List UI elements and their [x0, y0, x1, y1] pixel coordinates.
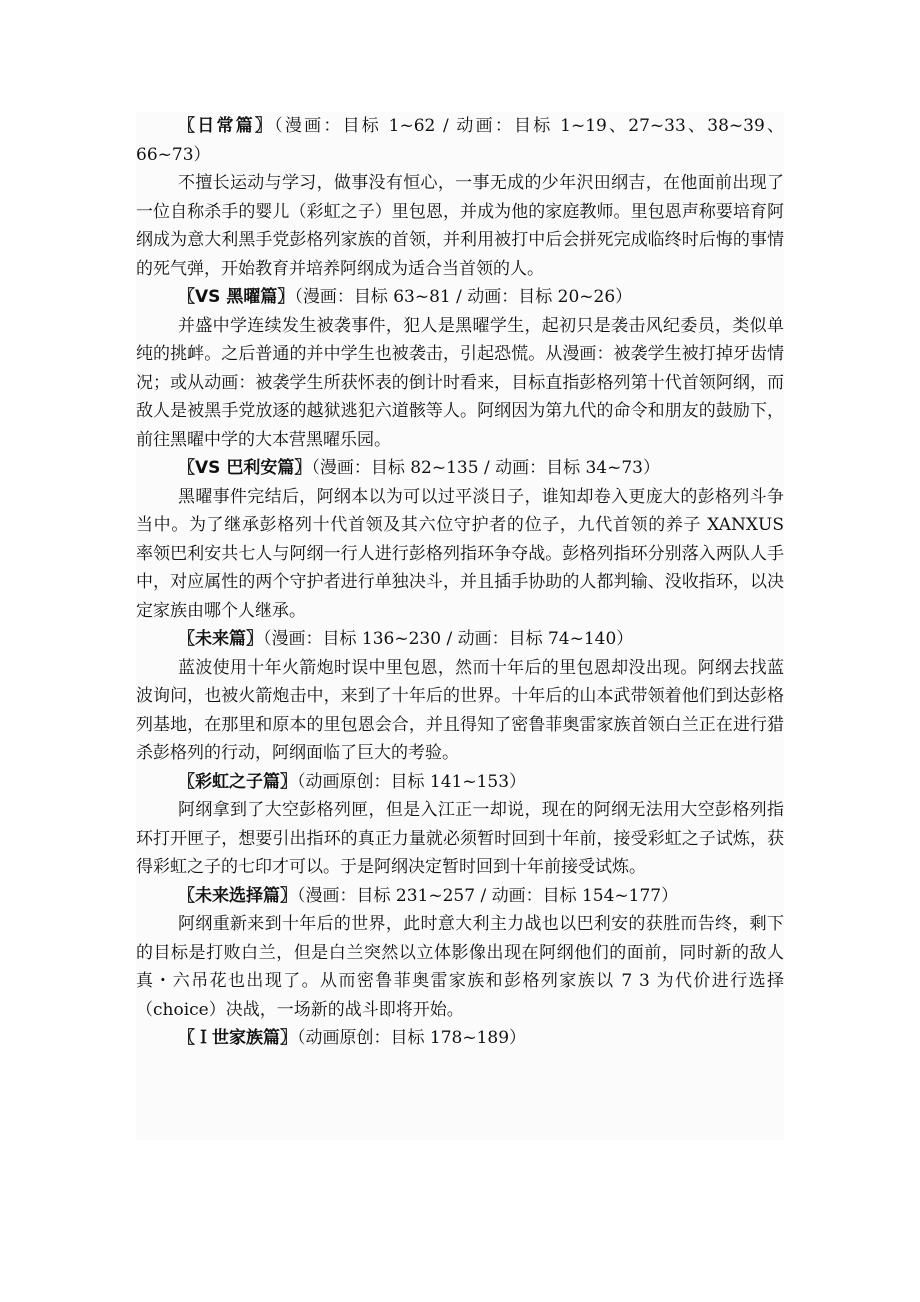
- section-heading: [136, 625, 784, 654]
- section-body: 阿纲重新来到十年后的世界，此时意大利主力战也以巴利安的获胜而告终，剩下的目标是打败白兰，但是白兰突然以立体影像出现在阿纲他们的面前，同时新的敌人真・六吊花也出现了。从而密鲁菲奥雷家族和彭格列家族以 7 3 为代价进行选择（choice）决战，一场新的战斗即将开始。: [136, 914, 784, 1020]
- section-range: （漫画：目标 63~81 / 动画：目标 20~26）: [294, 287, 633, 307]
- section-body: 不擅长运动与学习，做事没有恒心，一事无成的少年沢田纲吉，在他面前出现了一位自称杀手的婴儿（彩虹之子）里包恩，并成为他的家庭教师。里包恩声称要培育阿纲成为意大利黑手党彭格列家族的首领，并利用被打中后会拼死完成临终时后悔的事情的死气弹，开始教育并培养阿纲成为适合当首领的人。: [136, 173, 784, 279]
- section-title: 〖VS 黑曜篇〗: [178, 287, 295, 307]
- section-range: （漫画：目标 231~257 / 动画：目标 154~177）: [297, 885, 679, 906]
- section-title: 〖VS 巴利安篇〗: [178, 458, 312, 478]
- section-title: 〖日常篇〗: [178, 116, 275, 136]
- section-body: 蓝波使用十年火箭炮时误中里包恩，然而十年后的里包恩却没出现。阿纲去找蓝波询问，也被火箭炮击中，来到了十年后的世界。十年后的山本武带领着他们到达彭格列基地，在那里和原本的里包恩会合，并且得知了密鲁菲奥雷家族首领白兰正在进行猎杀彭格列的行动，阿纲面临了巨大的考验。: [136, 657, 784, 763]
- section-choice: [136, 882, 784, 1025]
- section-body: 黑曜事件完结后，阿纲本以为可以过平淡日子，谁知却卷入更庞大的彭格列斗争当中。为了继承彭格列十代首领及其六位守护者的位子，九代首领的养子 XANXUS 率领巴利安共七人与阿纲一行人进行彭格列指环争夺战。彭格列指环分别落入两队人手中，对应属性的两个守护者进行单独决斗，并且插手协助的人都判输、没收指环，以决定家族由哪个人继承。: [136, 486, 784, 621]
- section-heading: [136, 768, 784, 797]
- section-kokuyo: [136, 283, 784, 454]
- section-future: [136, 625, 784, 768]
- section-range: （漫画：目标 1~62 / 动画：目标 1~19、27~33、38~39、66~73）: [136, 116, 784, 165]
- section-primo: [136, 1024, 784, 1053]
- section-title: 〖彩虹之子篇〗: [178, 771, 297, 792]
- section-daily: [136, 112, 784, 283]
- section-heading: [136, 112, 784, 169]
- section-range: （漫画：目标 136~230 / 动画：目标 74~140）: [263, 629, 634, 649]
- section-heading: [136, 283, 784, 312]
- section-range: （动画原创：目标 141~153）: [297, 771, 527, 792]
- section-body: 并盛中学连续发生被袭事件，犯人是黑曜学生，起初只是袭击风纪委员，类似单纯的挑衅。之后普通的并中学生也被袭击，引起恐慌。从漫画：被袭学生被打掉牙齿情况；或从动画：被袭学生所获怀表的倒计时看来，目标直指彭格列第十代首领阿纲，而敌人是被黑手党放逐的越狱逃犯六道骸等人。阿纲因为第九代的命令和朋友的鼓励下，前往黑曜中学的大本营黑曜乐园。: [136, 315, 784, 450]
- section-range: （动画原创：目标 178~189）: [297, 1028, 527, 1048]
- section-title: 〖Ｉ世家族篇〗: [178, 1028, 297, 1048]
- section-arcobaleno: [136, 768, 784, 882]
- section-body: 阿纲拿到了大空彭格列匣，但是入江正一却说，现在的阿纲无法用大空彭格列指环打开匣子，想要引出指环的真正力量就必须暂时回到十年前，接受彩虹之子试炼，获得彩虹之子的七印才可以。于是阿纲决定暂时回到十年前接受试炼。: [136, 800, 784, 877]
- section-varia: [136, 454, 784, 625]
- section-heading: [136, 1024, 784, 1053]
- section-title: 〖未来选择篇〗: [178, 885, 297, 906]
- section-heading: [136, 454, 784, 483]
- document-page: [136, 112, 784, 1140]
- section-heading: [136, 882, 784, 911]
- section-title: 〖未来篇〗: [178, 629, 263, 649]
- section-range: （漫画：目标 82~135 / 动画：目标 34~73）: [311, 458, 661, 478]
